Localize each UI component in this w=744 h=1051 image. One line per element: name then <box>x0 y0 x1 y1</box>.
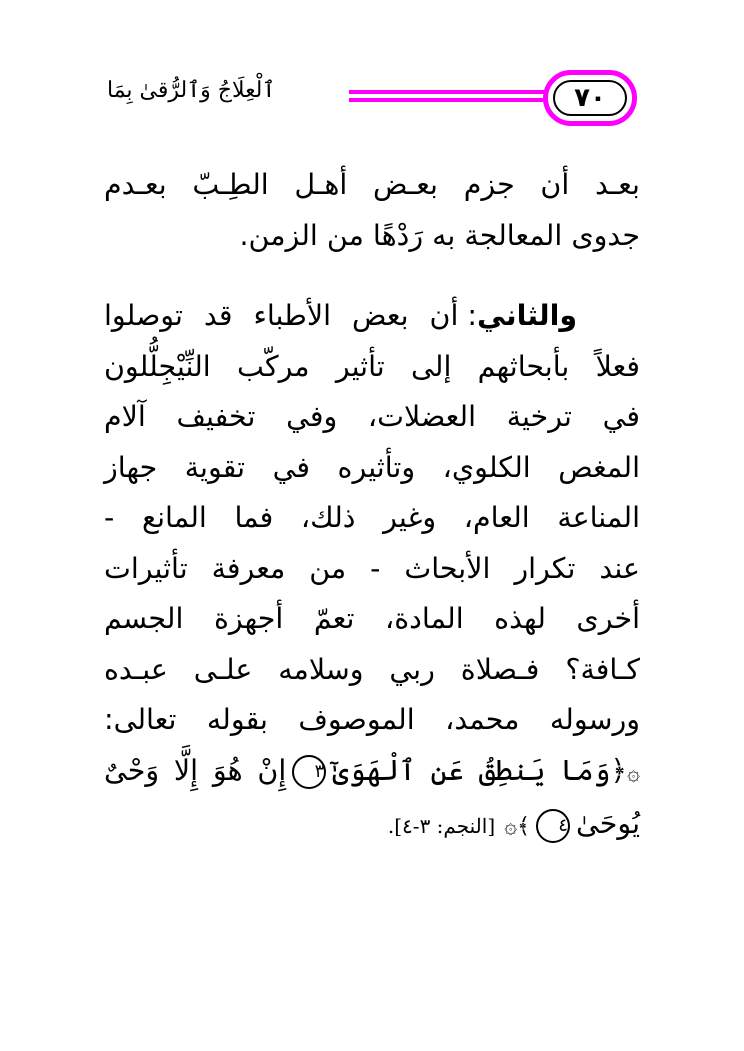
page-number-badge <box>543 70 637 126</box>
text-line: المناعة العام، وغير ذلك، فما المانع - <box>104 501 640 534</box>
text-line: فعلاً بأبحاثهم إلى تأثير مركّب النِّيْجِلُّلون <box>104 349 640 383</box>
paragraph-lead: والثاني <box>477 299 578 332</box>
quran-ornament-close: ﴾۞ <box>504 814 530 839</box>
quran-ornament-open: ۞ <box>627 760 640 786</box>
page-body <box>104 160 640 853</box>
paragraph-2 <box>104 291 640 853</box>
page-header <box>107 66 637 136</box>
quran-citation: [النجم: ٣-٤]. <box>387 814 496 838</box>
quran-text: ﴿وَمَا يَنطِقُ عَنِ ٱلْهَوَىٰٓ <box>332 753 628 787</box>
header-rule-top <box>349 90 548 94</box>
text-line: جدوى المعالجة به رَدْهًا من الزمن. <box>239 218 640 252</box>
text-line: المغص الكلوي، وتأثيره في تقوية جهاز <box>104 450 640 484</box>
header-rule-bottom <box>349 98 548 102</box>
ayah-number-marker: ٤ <box>536 809 570 843</box>
text-run: : أن بعض الأطباء قد توصلوا <box>104 299 478 332</box>
quran-text: يُوحَىٰ <box>575 807 640 840</box>
running-title: ٱلْعِلَاجُ وَٱلرُّقىٰ بِمَا <box>107 78 276 103</box>
quran-text: إِنْ هُوَ إِلَّا وَحْىٌ <box>104 753 287 787</box>
text-line: ورسوله محمد، الموصوف بقوله تعالى: <box>104 703 640 736</box>
text-line: في ترخية العضلات، وفي تخفيف آلام <box>104 400 640 433</box>
page-number: ٧٠ <box>553 80 627 116</box>
paragraph-1 <box>104 160 640 261</box>
text-line <box>104 291 640 342</box>
ayah-number-marker: ٣ <box>292 755 326 789</box>
text-line: بعـد أن جزم بعـض أهـل الطِـبّ بعـدم <box>104 168 640 201</box>
text-line: أخرى لهذه المادة، تعمّ أجهزة الجسم <box>104 602 640 635</box>
text-line: كـافة؟ فـصلاة ربي وسلامه علـى عبـده <box>104 652 640 686</box>
text-line: عند تكرار الأبحاث - من معرفة تأثيرات <box>104 551 640 585</box>
quran-verse-line <box>104 799 640 853</box>
quran-verse-line <box>104 746 640 800</box>
